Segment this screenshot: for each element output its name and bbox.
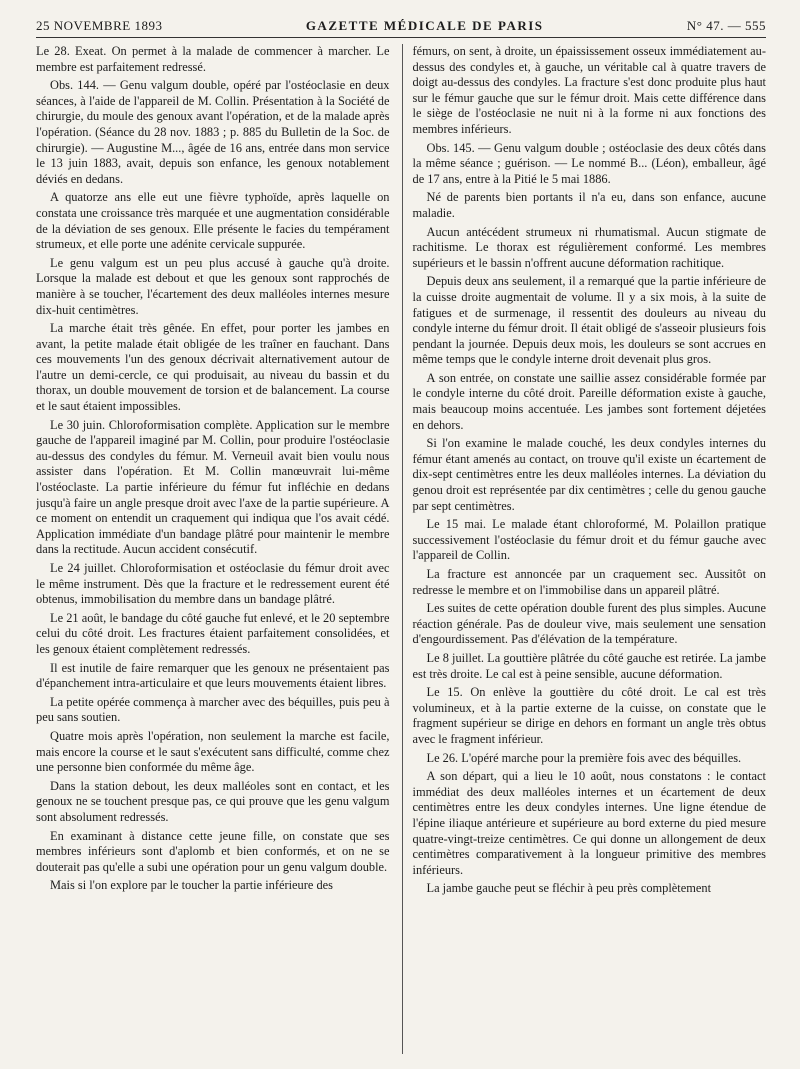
left-column: [36, 44, 396, 1054]
paragraph: Le 15 mai. Le malade étant chloroformé, M. Polaillon pratique successivement l'ostéoclasie du fémur droit et du fémur gauche avec l'appareil de Collin.: [412, 517, 766, 563]
paragraph: Il est inutile de faire remarquer que les genoux ne présentaient pas d'épanchement intra-articulaire et que leurs mouvements étaient libres.: [36, 660, 390, 691]
paragraph: Le 30 juin. Chloroformisation complète. Application sur le membre gauche de l'appareil imaginé par M. Collin, pour produire l'ostéoclasie au-dessus des condyles du fémur. M. Verneuil avait bien voulu nous assister dans l'opération. Et M. Collin manœuvrait lui-même l'ostéoclaste. La partie inférieure du fémur fut infléchie en dedans jusqu'à faire un angle presque droit avec l'axe de la partie supérieure. A ce moment on entendit un craquement qui indiqua que l'os avait cédé. Application immédiate d'un bandage plâtré pour maintenir le membre dans la rectitude. Aucun accident consécutif.: [36, 417, 390, 557]
paragraph: Le 24 juillet. Chloroformisation et ostéoclasie du fémur droit avec le même instrument. Dès que la fracture et le redressement eurent été obtenus, immobilisation du membre dans un bandage plâtré.: [36, 561, 390, 607]
paragraph: Le 28. Exeat. On permet à la malade de commencer à marcher. Le membre est parfaitement redressé.: [36, 44, 390, 74]
paragraph: Le 26. L'opéré marche pour la première fois avec des béquilles.: [426, 750, 742, 765]
paragraph: Dans la station debout, les deux malléoles sont en contact, et les genoux ne se touchent presque pas, ce qui prouve que les genu valgum sont absolument redressés.: [36, 778, 390, 824]
paragraph-obs-145: Obs. 145. — Genu valgum double ; ostéoclasie des deux côtés dans la même séance ; guérison. — Le nommé B... (Léon), emballeur, âgé de 17 ans, entre à la Pitié le 5 mai 1886.: [412, 140, 766, 186]
paragraph: Quatre mois après l'opération, non seulement la marche est facile, mais encore la course et le saut s'exécutent sans difficulté, comme chez une personne bien conformée du même âge.: [36, 728, 390, 775]
paragraph: En examinant à distance cette jeune fille, on constate que ses membres inférieurs sont d'aplomb et bien conformés, et on ne se douterait pas qu'elle a subi une opération pour un genu valgum double.: [36, 828, 390, 874]
paragraph: A son départ, qui a lieu le 10 août, nous constatons : le contact immédiat des deux malléoles internes et un écartement de deux centimètres entre les deux condyles internes. Une ligne étendue de l'épine iliaque antérieure et supérieure au bord externe du pied mesure quatre-vingt-treize centimètres. Ce qui donne un allongement de deux centimètres comparativement à la longueur primitive des membres inférieurs.: [412, 769, 766, 877]
paragraph: Depuis deux ans seulement, il a remarqué que la partie inférieure de la cuisse droite augmentait de volume. Il y a six mois, à la suite de fatigues et de surmenage, il ressentit des douleurs au niveau du condyle interne du fémur droit. Il était obligé de s'asseoir plusieurs fois pendant la journée. Depuis deux mois, les douleurs se sont accrues en même temps que le condyle interne droit devenait plus gros.: [412, 274, 766, 367]
paragraph: A quatorze ans elle eut une fièvre typhoïde, après laquelle on constata une croissance très marquée et une augmentation considérable de la déviation de ses genoux. Elle présente le facies du tempérament strumeux, et elle porte une adénite cervicale suppurée.: [36, 190, 390, 252]
paragraph: Né de parents bien portants il n'a eu, dans son enfance, aucune maladie.: [412, 190, 766, 220]
paragraph: La marche était très gênée. En effet, pour porter les jambes en avant, la petite malade était obligée de les traîner en fauchant. Dans ces mouvements l'un des genoux décrivait alternativement autour de l'autre un demi-cercle, ce qui produisait, au niveau du bassin et du thorax, un double mouvement de torsion et de balancement. La course et le saut étaient impossibles.: [36, 321, 390, 414]
column-divider: [402, 44, 403, 1054]
paragraph: Si l'on examine le malade couché, les deux condyles internes du fémur étant amenés au contact, on trouve qu'il existe un écartement de dix-sept centimètres entre les deux malléoles internes. La déviation du genou droit est représentée par dix centimètres ; celle du genou gauche par sept centimètres.: [412, 436, 766, 513]
paragraph: A son entrée, on constate une saillie assez considérable formée par le condyle interne du côté droit. Pareille déformation existe à gauche, mais beaucoup moins accentuée. Les jambes sont fortement déjetées en dehors.: [412, 370, 766, 432]
paragraph: fémurs, on sent, à droite, un épaississement osseux immédiatement au-dessus des condyles et, à gauche, un véritable cal à quatre travers de doigt au-dessus des condyles. La fracture s'est donc produite plus haut sur le fémur gauche que sur le fémur droit. Mais cette différence dans le siège de l'ostéoclasie ne nuit ni à la forme ni aux fonctions des membres inférieurs.: [412, 44, 766, 136]
paragraph: Le 15. On enlève la gouttière du côté droit. Le cal est très volumineux, et à la partie externe de la cuisse, on constate que le fragment supérieur se dirige en dehors en formant un angle très obtus avec le fragment inférieur.: [412, 685, 766, 746]
paragraph: La fracture est annoncée par un craquement sec. Aussitôt on redresse le membre et on l'immobilise dans un appareil plâtré.: [412, 567, 766, 597]
paragraph: Le 21 août, le bandage du côté gauche fut enlevé, et le 20 septembre celui du côté droit. Les fractures étaient parfaitement consolidées, et les genoux étaient complètement redressés.: [36, 610, 390, 656]
paragraph-obs-144: Obs. 144. — Genu valgum double, opéré par l'ostéoclasie en deux séances, à l'aide de l'appareil de M. Collin. Présentation à la Société de chirurgie, du moule des genoux avant l'opération, et de la malade après l'opération. (Séance du 28 nov. 1883 ; p. 885 du Bulletin de la Soc. de chirurgie). — Augustine M..., âgée de 16 ans, entrée dans mon service le 13 juin 1883, avait, depuis son enfance, les genoux notablement déviés en dedans.: [36, 78, 390, 186]
paragraph: Mais si l'on explore par le toucher la partie inférieure des: [50, 878, 333, 893]
paragraph: Le genu valgum est un peu plus accusé à gauche qu'à droite. Lorsque la malade est debout et que les genoux sont rapprochés de manière à se toucher, l'écartement des deux malléoles internes mesure dix-huit centimètres.: [36, 255, 390, 317]
text-columns: [36, 44, 766, 1054]
paragraph: Les suites de cette opération double furent des plus simples. Aucune réaction générale. Pas de douleur vive, mais seulement une sensation d'engourdissement. Pas d'élévation de la température.: [412, 601, 766, 647]
right-column: [409, 44, 767, 1054]
paragraph: La jambe gauche peut se fléchir à peu près complètement: [426, 881, 712, 896]
journal-title: GAZETTE MÉDICALE DE PARIS: [305, 18, 544, 33]
paragraph: Le 8 juillet. La gouttière plâtrée du côté gauche est retirée. La jambe est très droite. Le cal est à peine sensible, aucune déformation.: [412, 650, 766, 681]
paragraph: La petite opérée commença à marcher avec des béquilles, puis peu à peu sans soutien.: [36, 694, 390, 725]
header-date: 25 NOVEMBRE 1893: [36, 18, 163, 33]
paragraph: Aucun antécédent strumeux ni rhumatismal. Aucun stigmate de rachitisme. Le thorax est régulièrement conformé. Les membres supérieurs et le bassin n'offrent aucune déformation rachitique.: [412, 224, 766, 270]
running-header: [36, 18, 766, 38]
page-number: N° 47. — 555: [686, 18, 766, 33]
